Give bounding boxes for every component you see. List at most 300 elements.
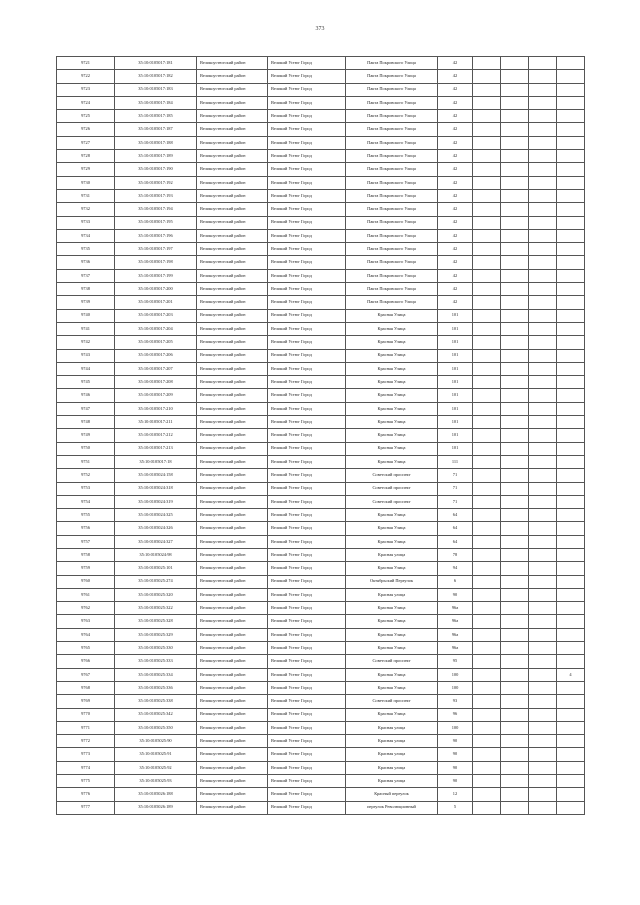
cell-city: Великий Устюг Город [268, 150, 346, 163]
cell-extra-1 [473, 389, 501, 402]
cell-extra-1 [473, 70, 501, 83]
cell-district: Великоустюгский район [197, 110, 268, 123]
cell-street: Красная Улица [346, 429, 438, 442]
cell-extra-3 [529, 349, 557, 362]
cell-extra-3 [529, 775, 557, 788]
table-row [57, 602, 585, 615]
table-row [57, 256, 585, 269]
cell-street: Советский проспект [346, 482, 438, 495]
cell-house-number: 42 [438, 110, 473, 123]
cell-extra-3 [529, 283, 557, 296]
cell-district: Великоустюгский район [197, 748, 268, 761]
cell-cadastral-number: 35:10:0105017:189 [115, 150, 197, 163]
table-row [57, 243, 585, 256]
cell-apartment [557, 642, 585, 655]
cell-apartment [557, 442, 585, 455]
cell-apartment: 4 [557, 668, 585, 681]
cell-extra-1 [473, 269, 501, 282]
table-row [57, 229, 585, 242]
cell-apartment [557, 788, 585, 801]
cell-city: Великий Устюг Город [268, 509, 346, 522]
cell-extra-1 [473, 681, 501, 694]
cell-house-number: 64 [438, 535, 473, 548]
cell-extra-2 [501, 668, 529, 681]
table-row [57, 429, 585, 442]
cell-district: Великоустюгский район [197, 269, 268, 282]
cell-row-number: 9745 [57, 376, 115, 389]
cell-cadastral-number: 35:10:0105017:182 [115, 70, 197, 83]
table-row [57, 362, 585, 375]
cell-street: Красная Улица [346, 642, 438, 655]
table-row [57, 668, 585, 681]
table-row [57, 761, 585, 774]
table-row [57, 123, 585, 136]
cell-cadastral-number: 35:10:0105017:206 [115, 349, 197, 362]
cell-apartment [557, 83, 585, 96]
cell-city: Великий Устюг Город [268, 469, 346, 482]
cell-district: Великоустюгский район [197, 801, 268, 814]
cell-cadastral-number: 35:10:0105017:192 [115, 176, 197, 189]
cell-extra-3 [529, 269, 557, 282]
cell-cadastral-number: 35:10:0105025:92 [115, 761, 197, 774]
cell-city: Великий Устюг Город [268, 761, 346, 774]
cell-city: Великий Устюг Город [268, 522, 346, 535]
cell-city: Великий Устюг Город [268, 336, 346, 349]
cell-cadastral-number: 35:10:0105025:334 [115, 668, 197, 681]
cell-extra-2 [501, 615, 529, 628]
cell-district: Великоустюгский район [197, 695, 268, 708]
cell-extra-3 [529, 176, 557, 189]
cell-extra-2 [501, 535, 529, 548]
cell-district: Великоустюгский район [197, 362, 268, 375]
table-row [57, 309, 585, 322]
cell-house-number: 94 [438, 562, 473, 575]
cell-extra-3 [529, 681, 557, 694]
cell-extra-1 [473, 735, 501, 748]
cell-extra-2 [501, 216, 529, 229]
cell-extra-2 [501, 708, 529, 721]
cell-extra-3 [529, 402, 557, 415]
cell-row-number: 9766 [57, 655, 115, 668]
cell-district: Великоустюгский район [197, 469, 268, 482]
cell-extra-3 [529, 83, 557, 96]
cell-row-number: 9730 [57, 176, 115, 189]
cell-street: Красная улица [346, 761, 438, 774]
cell-row-number: 9757 [57, 535, 115, 548]
table-row [57, 628, 585, 641]
cell-extra-3 [529, 695, 557, 708]
cell-street: Красная Улица [346, 416, 438, 429]
cell-apartment [557, 136, 585, 149]
cell-extra-1 [473, 163, 501, 176]
cell-street: Красная Улица [346, 628, 438, 641]
cell-row-number: 9741 [57, 322, 115, 335]
cell-extra-1 [473, 442, 501, 455]
cell-row-number: 9736 [57, 256, 115, 269]
table-row [57, 748, 585, 761]
table-row [57, 721, 585, 734]
table-row [57, 548, 585, 561]
cell-city: Великий Устюг Город [268, 283, 346, 296]
cell-extra-2 [501, 70, 529, 83]
table-row [57, 535, 585, 548]
cell-extra-2 [501, 136, 529, 149]
cell-extra-1 [473, 57, 501, 70]
cell-extra-3 [529, 748, 557, 761]
cell-apartment [557, 322, 585, 335]
cell-extra-1 [473, 522, 501, 535]
cell-row-number: 9755 [57, 509, 115, 522]
cell-district: Великоустюгский район [197, 309, 268, 322]
table-row [57, 655, 585, 668]
table-row [57, 176, 585, 189]
cell-district: Великоустюгский район [197, 336, 268, 349]
cell-extra-2 [501, 110, 529, 123]
cell-row-number: 9777 [57, 801, 115, 814]
cell-city: Великий Устюг Город [268, 575, 346, 588]
table-row [57, 110, 585, 123]
cell-district: Великоустюгский район [197, 136, 268, 149]
table-row [57, 801, 585, 814]
cell-extra-2 [501, 189, 529, 202]
cell-extra-3 [529, 642, 557, 655]
cell-apartment [557, 775, 585, 788]
cell-city: Великий Устюг Город [268, 416, 346, 429]
cell-house-number: 101 [438, 336, 473, 349]
cell-district: Великоустюгский район [197, 548, 268, 561]
cell-extra-3 [529, 509, 557, 522]
cell-city: Великий Устюг Город [268, 269, 346, 282]
cell-house-number: 96а [438, 642, 473, 655]
table-row [57, 136, 585, 149]
cell-row-number: 9754 [57, 495, 115, 508]
cell-extra-1 [473, 509, 501, 522]
cell-street: Советский проспект [346, 695, 438, 708]
cell-house-number: 93 [438, 695, 473, 708]
cell-city: Великий Устюг Город [268, 788, 346, 801]
cell-apartment [557, 482, 585, 495]
cell-district: Великоустюгский район [197, 402, 268, 415]
cell-district: Великоустюгский район [197, 708, 268, 721]
cell-row-number: 9753 [57, 482, 115, 495]
cell-district: Великоустюгский район [197, 189, 268, 202]
cell-extra-1 [473, 416, 501, 429]
cell-extra-1 [473, 695, 501, 708]
cell-city: Великий Устюг Город [268, 362, 346, 375]
cell-row-number: 9724 [57, 96, 115, 109]
cell-cadastral-number: 35:10:0105025:338 [115, 695, 197, 708]
cell-extra-1 [473, 761, 501, 774]
cell-extra-2 [501, 96, 529, 109]
cell-city: Великий Устюг Город [268, 349, 346, 362]
cell-street: Красная Улица [346, 562, 438, 575]
table-row [57, 283, 585, 296]
table-row [57, 216, 585, 229]
cell-apartment [557, 416, 585, 429]
cell-apartment [557, 761, 585, 774]
cell-cadastral-number: 35:10:0105025:90 [115, 735, 197, 748]
cell-district: Великоустюгский район [197, 176, 268, 189]
table-row [57, 775, 585, 788]
cell-apartment [557, 735, 585, 748]
table-row [57, 442, 585, 455]
cell-street: Красная улица [346, 748, 438, 761]
cell-district: Великоустюгский район [197, 681, 268, 694]
cell-row-number: 9740 [57, 309, 115, 322]
cell-street: Красная Улица [346, 522, 438, 535]
cell-city: Великий Устюг Город [268, 721, 346, 734]
cell-street: Пакта Покровского Улица [346, 150, 438, 163]
cell-row-number: 9762 [57, 602, 115, 615]
cell-city: Великий Устюг Город [268, 801, 346, 814]
cell-apartment [557, 588, 585, 601]
cell-extra-1 [473, 150, 501, 163]
cell-extra-3 [529, 110, 557, 123]
cell-street: Красная Улица [346, 668, 438, 681]
cell-house-number: 5 [438, 801, 473, 814]
cell-extra-1 [473, 229, 501, 242]
cell-cadastral-number: 35:10:0105017:193 [115, 189, 197, 202]
table-row [57, 322, 585, 335]
cell-city: Великий Устюг Город [268, 256, 346, 269]
cell-row-number: 9743 [57, 349, 115, 362]
cell-extra-3 [529, 455, 557, 468]
cell-street: Пакта Покровского Улица [346, 96, 438, 109]
cell-apartment [557, 575, 585, 588]
cell-extra-3 [529, 615, 557, 628]
table-row [57, 416, 585, 429]
cell-row-number: 9721 [57, 57, 115, 70]
cell-apartment [557, 283, 585, 296]
cell-cadastral-number: 35:10:0105017:181 [115, 57, 197, 70]
cell-row-number: 9729 [57, 163, 115, 176]
table-row [57, 349, 585, 362]
cell-house-number: 42 [438, 163, 473, 176]
cell-house-number: 101 [438, 389, 473, 402]
cell-extra-3 [529, 655, 557, 668]
cell-extra-1 [473, 136, 501, 149]
cell-extra-1 [473, 189, 501, 202]
cell-street: Красная улица [346, 775, 438, 788]
cell-street: Красная улица [346, 721, 438, 734]
cell-extra-3 [529, 761, 557, 774]
cell-apartment [557, 389, 585, 402]
cell-street: Красная Улица [346, 376, 438, 389]
cell-extra-1 [473, 362, 501, 375]
cell-house-number: 42 [438, 176, 473, 189]
cell-city: Великий Устюг Город [268, 655, 346, 668]
cell-apartment [557, 602, 585, 615]
cell-street: Пакта Покровского Улица [346, 57, 438, 70]
cell-street: Красная Улица [346, 681, 438, 694]
cell-cadastral-number: 35:10:0105025:328 [115, 615, 197, 628]
table-row [57, 189, 585, 202]
cell-apartment [557, 721, 585, 734]
cell-row-number: 9750 [57, 442, 115, 455]
cell-extra-3 [529, 721, 557, 734]
cell-house-number: 42 [438, 150, 473, 163]
cell-extra-3 [529, 243, 557, 256]
cell-district: Великоустюгский район [197, 389, 268, 402]
cell-city: Великий Устюг Город [268, 482, 346, 495]
cell-city: Великий Устюг Город [268, 562, 346, 575]
cell-house-number: 42 [438, 283, 473, 296]
cell-street: Пакта Покровского Улица [346, 203, 438, 216]
cell-row-number: 9747 [57, 402, 115, 415]
cell-row-number: 9774 [57, 761, 115, 774]
cell-extra-3 [529, 123, 557, 136]
cell-house-number: 90 [438, 775, 473, 788]
cell-apartment [557, 70, 585, 83]
cell-extra-2 [501, 522, 529, 535]
cell-extra-3 [529, 735, 557, 748]
cell-street: Красный переулок [346, 788, 438, 801]
table-row [57, 163, 585, 176]
cell-house-number: 64 [438, 509, 473, 522]
cell-street: Красная Улица [346, 336, 438, 349]
cell-extra-3 [529, 562, 557, 575]
table-row [57, 681, 585, 694]
cell-city: Великий Устюг Город [268, 110, 346, 123]
cell-cadastral-number: 35:10:0105017:195 [115, 216, 197, 229]
cell-city: Великий Устюг Город [268, 602, 346, 615]
cell-extra-2 [501, 57, 529, 70]
cell-row-number: 9739 [57, 296, 115, 309]
cell-extra-2 [501, 695, 529, 708]
cell-extra-1 [473, 588, 501, 601]
cell-extra-1 [473, 176, 501, 189]
cell-row-number: 9742 [57, 336, 115, 349]
cell-house-number: 101 [438, 442, 473, 455]
cell-house-number: 71 [438, 495, 473, 508]
cell-cadastral-number: 35:10:0105024:98 [115, 548, 197, 561]
cell-city: Великий Устюг Город [268, 136, 346, 149]
cell-extra-1 [473, 575, 501, 588]
cell-extra-3 [529, 362, 557, 375]
cell-row-number: 9760 [57, 575, 115, 588]
cell-row-number: 9731 [57, 189, 115, 202]
cell-row-number: 9722 [57, 70, 115, 83]
cell-house-number: 42 [438, 96, 473, 109]
cell-district: Великоустюгский район [197, 349, 268, 362]
cell-apartment [557, 708, 585, 721]
cell-extra-1 [473, 721, 501, 734]
cell-extra-2 [501, 402, 529, 415]
cell-house-number: 96а [438, 628, 473, 641]
cell-extra-3 [529, 416, 557, 429]
cell-extra-3 [529, 216, 557, 229]
cell-extra-3 [529, 495, 557, 508]
cell-extra-3 [529, 96, 557, 109]
cell-cadastral-number: 35:10:0105025:101 [115, 562, 197, 575]
cell-extra-2 [501, 748, 529, 761]
cell-city: Великий Устюг Город [268, 296, 346, 309]
cell-extra-1 [473, 455, 501, 468]
cell-extra-3 [529, 575, 557, 588]
cell-city: Великий Устюг Город [268, 442, 346, 455]
cell-extra-2 [501, 309, 529, 322]
cell-cadastral-number: 35:10:0105017:183 [115, 83, 197, 96]
cell-cadastral-number: 35:10:0105025:333 [115, 655, 197, 668]
cell-city: Великий Устюг Город [268, 309, 346, 322]
cell-extra-2 [501, 150, 529, 163]
cell-row-number: 9767 [57, 668, 115, 681]
cell-city: Великий Устюг Город [268, 176, 346, 189]
cell-apartment [557, 349, 585, 362]
cell-extra-1 [473, 349, 501, 362]
cell-extra-3 [529, 708, 557, 721]
cell-house-number: 42 [438, 203, 473, 216]
cell-row-number: 9746 [57, 389, 115, 402]
cell-extra-3 [529, 256, 557, 269]
cell-city: Великий Устюг Город [268, 628, 346, 641]
cell-cadastral-number: 35:10:0105017:199 [115, 269, 197, 282]
cell-district: Великоустюгский район [197, 482, 268, 495]
cell-extra-3 [529, 482, 557, 495]
cell-city: Великий Устюг Город [268, 389, 346, 402]
cell-house-number: 100 [438, 721, 473, 734]
cell-row-number: 9776 [57, 788, 115, 801]
cell-extra-1 [473, 615, 501, 628]
cell-house-number: 96 [438, 708, 473, 721]
cell-apartment [557, 455, 585, 468]
cell-district: Великоустюгский район [197, 575, 268, 588]
cell-cadastral-number: 35:10:0105017:187 [115, 123, 197, 136]
table-row [57, 70, 585, 83]
table-row [57, 455, 585, 468]
cell-cadastral-number: 35:10:0105017:197 [115, 243, 197, 256]
cell-extra-2 [501, 416, 529, 429]
cell-cadastral-number: 35:10:0105017:184 [115, 96, 197, 109]
cell-district: Великоустюгский район [197, 256, 268, 269]
cell-apartment [557, 402, 585, 415]
cell-street: Пакта Покровского Улица [346, 70, 438, 83]
register-body [57, 57, 585, 815]
cell-district: Великоустюгский район [197, 283, 268, 296]
cell-cadastral-number: 35:10:0105017:194 [115, 203, 197, 216]
cell-cadastral-number: 35:10:0105017:201 [115, 296, 197, 309]
cell-extra-2 [501, 455, 529, 468]
cell-cadastral-number: 35:10:0105017:213 [115, 442, 197, 455]
cell-house-number: 90 [438, 748, 473, 761]
cell-cadastral-number: 35:10:0105017:205 [115, 336, 197, 349]
cell-district: Великоустюгский район [197, 735, 268, 748]
cell-extra-3 [529, 801, 557, 814]
cell-cadastral-number: 35:10:0105017:209 [115, 389, 197, 402]
cell-extra-1 [473, 775, 501, 788]
cell-row-number: 9752 [57, 469, 115, 482]
cell-extra-2 [501, 655, 529, 668]
cell-extra-2 [501, 469, 529, 482]
cell-city: Великий Устюг Город [268, 615, 346, 628]
cell-extra-2 [501, 163, 529, 176]
cell-extra-2 [501, 389, 529, 402]
table-row [57, 509, 585, 522]
cell-extra-2 [501, 362, 529, 375]
cell-cadastral-number: 35:10:0105024:318 [115, 482, 197, 495]
cell-district: Великоустюгский район [197, 535, 268, 548]
cell-extra-1 [473, 336, 501, 349]
cell-apartment [557, 628, 585, 641]
cell-apartment [557, 163, 585, 176]
cell-cadastral-number: 35:10:0105017:200 [115, 283, 197, 296]
table-row [57, 562, 585, 575]
cell-street: Красная улица [346, 548, 438, 561]
cell-extra-1 [473, 655, 501, 668]
cell-extra-2 [501, 83, 529, 96]
cell-extra-2 [501, 296, 529, 309]
cell-extra-1 [473, 642, 501, 655]
